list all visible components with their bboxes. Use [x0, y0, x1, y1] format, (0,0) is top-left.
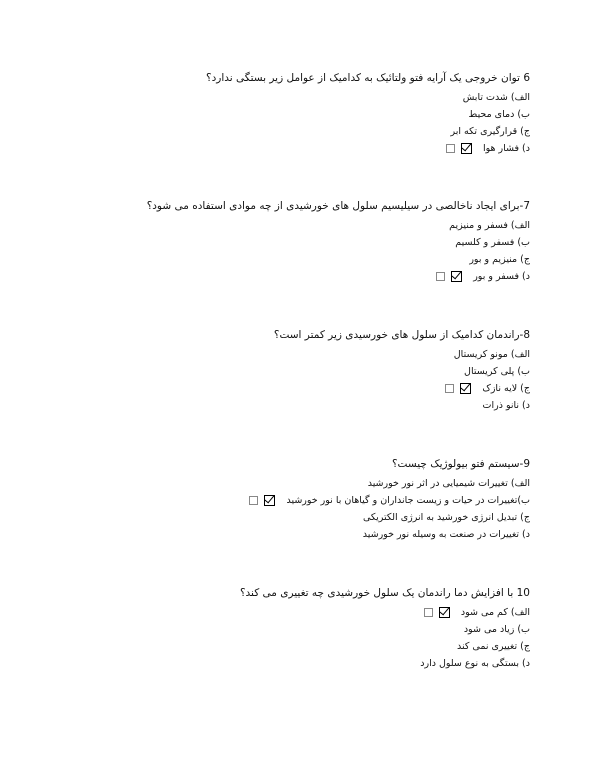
option-a-label: الف) کم می شود: [460, 607, 530, 618]
option-c: ج) منیزیم و بور: [469, 254, 530, 265]
empty-box-icon: [424, 608, 433, 617]
empty-box-icon: [446, 144, 455, 153]
checked-box-icon: [439, 607, 450, 618]
empty-box-icon: [249, 496, 258, 505]
option-b-label: ب)تغییرات در حیات و زیست جانداران و گیاهان با نور خورشید: [286, 495, 530, 506]
checked-box-icon: [460, 383, 471, 394]
question-10: [240, 585, 530, 672]
checked-box-icon: [264, 495, 275, 506]
option-c-label: ج) لایه نازک: [482, 383, 530, 394]
question-6-title: 6 توان خروجی یک آرایه فتو ولتائیک به کدامیک از عوامل زیر بستگی ندارد؟: [206, 72, 530, 84]
option-a: الف) فسفر و منیزیم: [449, 220, 530, 231]
question-7-title: 7-برای ایجاد ناخالصی در سیلیسیم سلول های خورشیدی از چه موادی استفاده می شود؟: [146, 200, 530, 212]
option-d: [206, 140, 530, 157]
option-d: [147, 268, 530, 285]
option-a: الف) تغییرات شیمیایی در اثر نور خورشید: [367, 478, 530, 489]
question-10-title: 10 با افزایش دما راندمان یک سلول خورشیدی چه تغییری می کند؟: [239, 587, 530, 599]
option-c: [274, 380, 530, 397]
option-c: ج) تغییری نمی کند: [457, 641, 530, 652]
option-b: [249, 492, 530, 509]
question-8-title: 8-راندمان کدامیک از سلول های خورسیدی زیر کمتر است؟: [273, 329, 530, 341]
checked-box-icon: [451, 271, 462, 282]
option-c: ج) قرارگیری تکه ابر: [450, 126, 530, 137]
option-b: ب) فسفر و کلسیم: [455, 237, 530, 248]
option-b: ب) پلی کریستال: [464, 366, 530, 377]
option-d: د) نانو ذرات: [482, 400, 530, 411]
question-9: [249, 456, 530, 543]
option-a: الف) شدت تابش: [462, 92, 530, 103]
answer-marks: [424, 604, 450, 621]
option-d: د) بستگی به نوع سلول دارد: [420, 658, 530, 669]
option-d: د) تغییرات در صنعت به وسیله نور خورشید: [362, 529, 530, 540]
question-9-title: 9-سیستم فتو بیولوژیک چیست؟: [391, 458, 530, 470]
answer-marks: [436, 268, 462, 285]
option-b: ب) زیاد می شود: [463, 624, 530, 635]
option-b: ب) دمای محیط: [468, 109, 530, 120]
question-8: [274, 327, 530, 414]
option-c: ج) تبدیل انرژی خورشید به انرژی الکتریکی: [362, 512, 530, 523]
checked-box-icon: [461, 143, 472, 154]
empty-box-icon: [436, 272, 445, 281]
answer-marks: [446, 140, 472, 157]
option-d-label: د) فشار هوا: [482, 143, 530, 154]
question-7: [147, 198, 530, 285]
answer-marks: [445, 380, 471, 397]
answer-marks: [249, 492, 275, 509]
question-6: [206, 70, 530, 157]
empty-box-icon: [445, 384, 454, 393]
option-d-label: د) فسفر و بور: [473, 271, 530, 282]
option-a: الف) مونو کریستال: [453, 349, 530, 360]
option-a: [240, 604, 530, 621]
